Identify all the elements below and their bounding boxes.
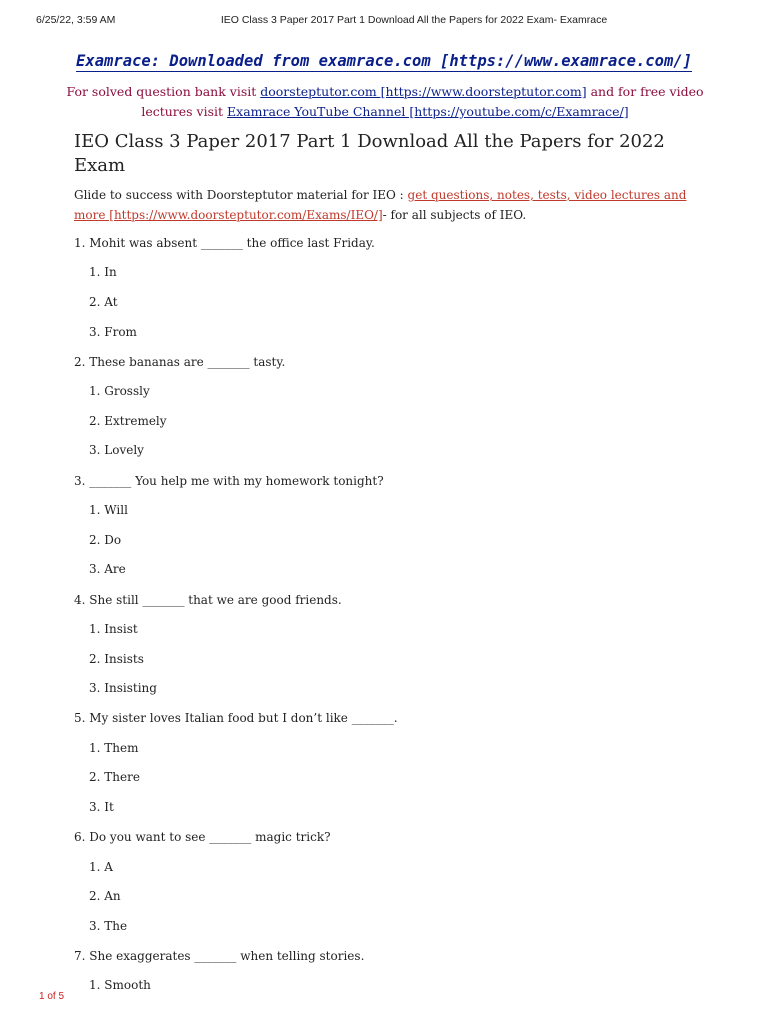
question-3-option-1: 1. Will xyxy=(89,503,128,517)
page-title: IEO Class 3 Paper 2017 Part 1 Download All the Papers for 2022 Exam xyxy=(74,131,665,176)
question-2-option-3: 3. Lovely xyxy=(89,443,144,457)
intro-text-2: - for all subjects of IEO. xyxy=(382,208,527,222)
question-6-option-2: 2. An xyxy=(89,889,121,903)
question-7-option-1: 1. Smooth xyxy=(89,978,151,992)
print-date: 6/25/22, 3:59 AM xyxy=(36,14,116,26)
question-3-option-2: 2. Do xyxy=(89,533,122,547)
question-1-option-2: 2. At xyxy=(89,295,118,309)
question-4: 4. She still _______ that we are good friends. xyxy=(74,593,342,607)
question-7: 7. She exaggerates _______ when telling stories. xyxy=(74,949,365,963)
question-2: 2. These bananas are _______ tasty. xyxy=(74,355,286,369)
source-banner-link[interactable]: Examrace: Downloaded from examrace.com [https://www.examrace.com/] xyxy=(76,52,692,70)
page-count: 1 of 5 xyxy=(39,991,65,1002)
print-document-title: IEO Class 3 Paper 2017 Part 1 Download All the Papers for 2022 Exam- Examrace xyxy=(220,14,608,26)
question-5-option-1: 1. Them xyxy=(89,741,139,755)
promo-text-2: and for free video lectures visit xyxy=(141,84,704,119)
source-banner xyxy=(0,52,768,72)
question-5: 5. My sister loves Italian food but I don’t like _______. xyxy=(74,711,398,725)
question-1: 1. Mohit was absent _______ the office last Friday. xyxy=(74,236,375,250)
promo-text-1: For solved question bank visit xyxy=(66,84,261,99)
print-header xyxy=(36,14,732,30)
promo-paragraph xyxy=(60,82,710,122)
question-2-option-2: 2. Extremely xyxy=(89,414,167,428)
question-6-option-3: 3. The xyxy=(89,919,128,933)
question-5-option-2: 2. There xyxy=(89,770,140,784)
question-4-option-3: 3. Insisting xyxy=(89,681,157,695)
youtube-channel-link[interactable]: Examrace YouTube Channel [https://youtube.com/c/Examrace/] xyxy=(227,104,629,119)
question-1-option-3: 3. From xyxy=(89,325,137,339)
question-3: 3. _______ You help me with my homework tonight? xyxy=(74,474,384,488)
question-4-option-1: 1. Insist xyxy=(89,622,138,636)
question-6-option-1: 1. A xyxy=(89,860,113,874)
question-3-option-3: 3. Are xyxy=(89,562,126,576)
intro-paragraph xyxy=(74,185,704,225)
ieo-material-link[interactable]: get questions, notes, tests, video lectures and more [https://www.doorsteptutor.com/Exams/IEO/] xyxy=(74,188,687,222)
question-5-option-3: 3. It xyxy=(89,800,114,814)
doorsteptutor-link[interactable]: doorsteptutor.com [https://www.doorsteptutor.com] xyxy=(260,84,587,99)
question-4-option-2: 2. Insists xyxy=(89,652,144,666)
question-1-option-1: 1. In xyxy=(89,265,117,279)
question-2-option-1: 1. Grossly xyxy=(89,384,150,398)
intro-text-1: Glide to success with Doorsteptutor material for IEO : xyxy=(74,188,408,202)
question-6: 6. Do you want to see _______ magic trick? xyxy=(74,830,331,844)
